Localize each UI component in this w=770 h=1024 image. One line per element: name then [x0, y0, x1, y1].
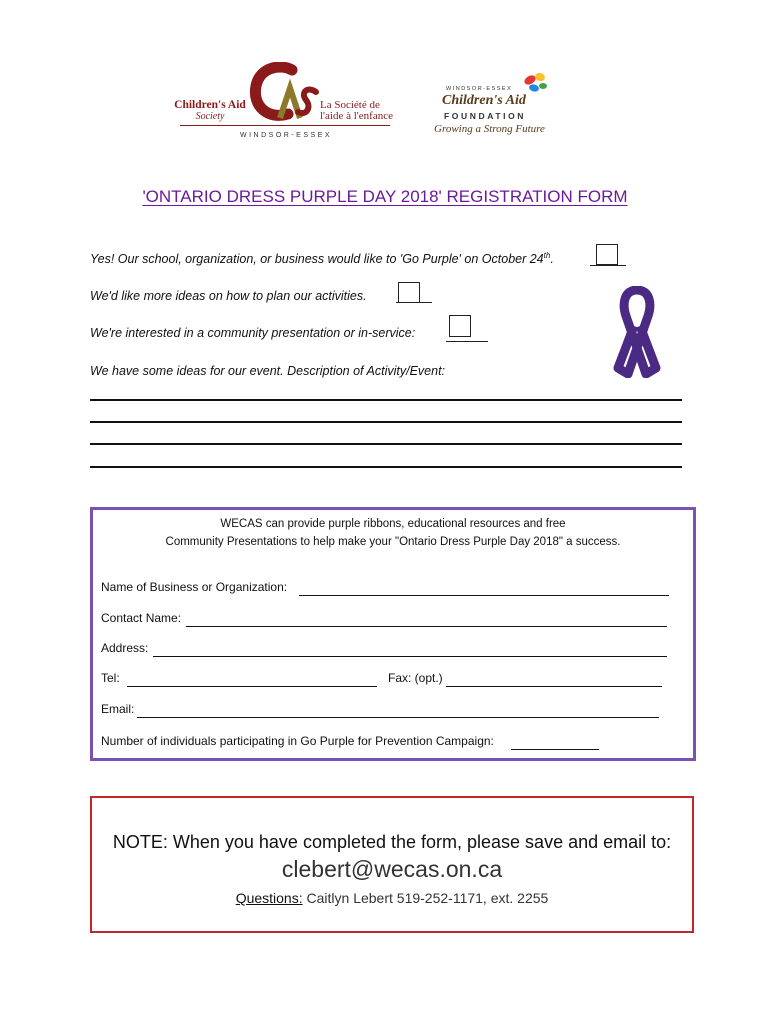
cas-logo [172, 62, 400, 144]
address-label: Address: [101, 641, 149, 655]
contact-label: Contact Name: [101, 611, 182, 625]
question-description: We have some ideas for our event. Description of Activity/Event: [90, 364, 446, 378]
question-presentation: We're interested in a community presentation or in-service: [90, 326, 416, 340]
foundation-logo [432, 70, 562, 140]
fax-label: Fax: (opt.) [388, 671, 443, 685]
question-more-ideas: We'd like more ideas on how to plan our activities. [90, 289, 367, 303]
presentation-line [446, 341, 488, 342]
participants-field[interactable] [511, 749, 599, 750]
presentation-checkbox[interactable] [449, 315, 471, 337]
description-line-4[interactable] [90, 466, 682, 468]
submission-email[interactable]: clebert@wecas.on.ca [281, 856, 503, 882]
fax-field[interactable] [446, 686, 662, 687]
info-intro-line-2: Community Presentations to help make your "Ontario Dress Purple Day 2018" a success. [165, 536, 621, 548]
submission-note-box [90, 796, 694, 933]
business-label: Name of Business or Organization: [101, 580, 288, 594]
cas-logo-region: WINDSOR-ESSEX [239, 132, 332, 139]
info-intro-line-1: WECAS can provide purple ribbons, educational resources and free [220, 518, 566, 530]
more-ideas-checkbox[interactable] [398, 282, 420, 303]
contact-field[interactable] [186, 626, 667, 627]
cas-logo-rule [180, 125, 390, 126]
foundation-tagline: Growing a Strong Future [434, 123, 545, 135]
tel-label: Tel: [101, 671, 120, 685]
submission-note: NOTE: When you have completed the form, please save and email to: [112, 832, 672, 852]
questions-contact [92, 890, 692, 906]
description-line-3[interactable] [90, 443, 682, 445]
business-field[interactable] [299, 595, 669, 596]
cas-logo-english: Children's Aid Society [174, 99, 246, 122]
go-purple-line [590, 265, 626, 266]
registration-info-box [90, 507, 696, 761]
foundation-name: Children's Aid [442, 93, 526, 108]
foundation-region: WINDSOR-ESSEX [446, 86, 513, 92]
purple-ribbon-icon [612, 286, 662, 378]
question-go-purple: Yes! Our school, organization, or business would like to 'Go Purple' on October 24th. [90, 251, 554, 267]
cas-logo-french: La Société de l'aide à l'enfance [320, 99, 393, 122]
form-title: 'ONTARIO DRESS PURPLE DAY 2018' REGISTRATION FORM [142, 187, 628, 206]
email-field[interactable] [137, 717, 659, 718]
email-label: Email: [101, 702, 135, 716]
description-line-1[interactable] [90, 399, 682, 401]
participants-label: Number of individuals participating in Go Purple for Prevention Campaign: [101, 734, 494, 748]
questions-label: Questions: [235, 890, 303, 906]
questions-details: Caitlyn Lebert 519-252-1171, ext. 2255 [306, 890, 549, 906]
foundation-word: FOUNDATION [444, 111, 527, 121]
tel-field[interactable] [127, 686, 377, 687]
cas-monogram-icon [242, 62, 322, 126]
address-field[interactable] [153, 656, 667, 657]
go-purple-checkbox[interactable] [596, 244, 618, 265]
description-line-2[interactable] [90, 421, 682, 423]
